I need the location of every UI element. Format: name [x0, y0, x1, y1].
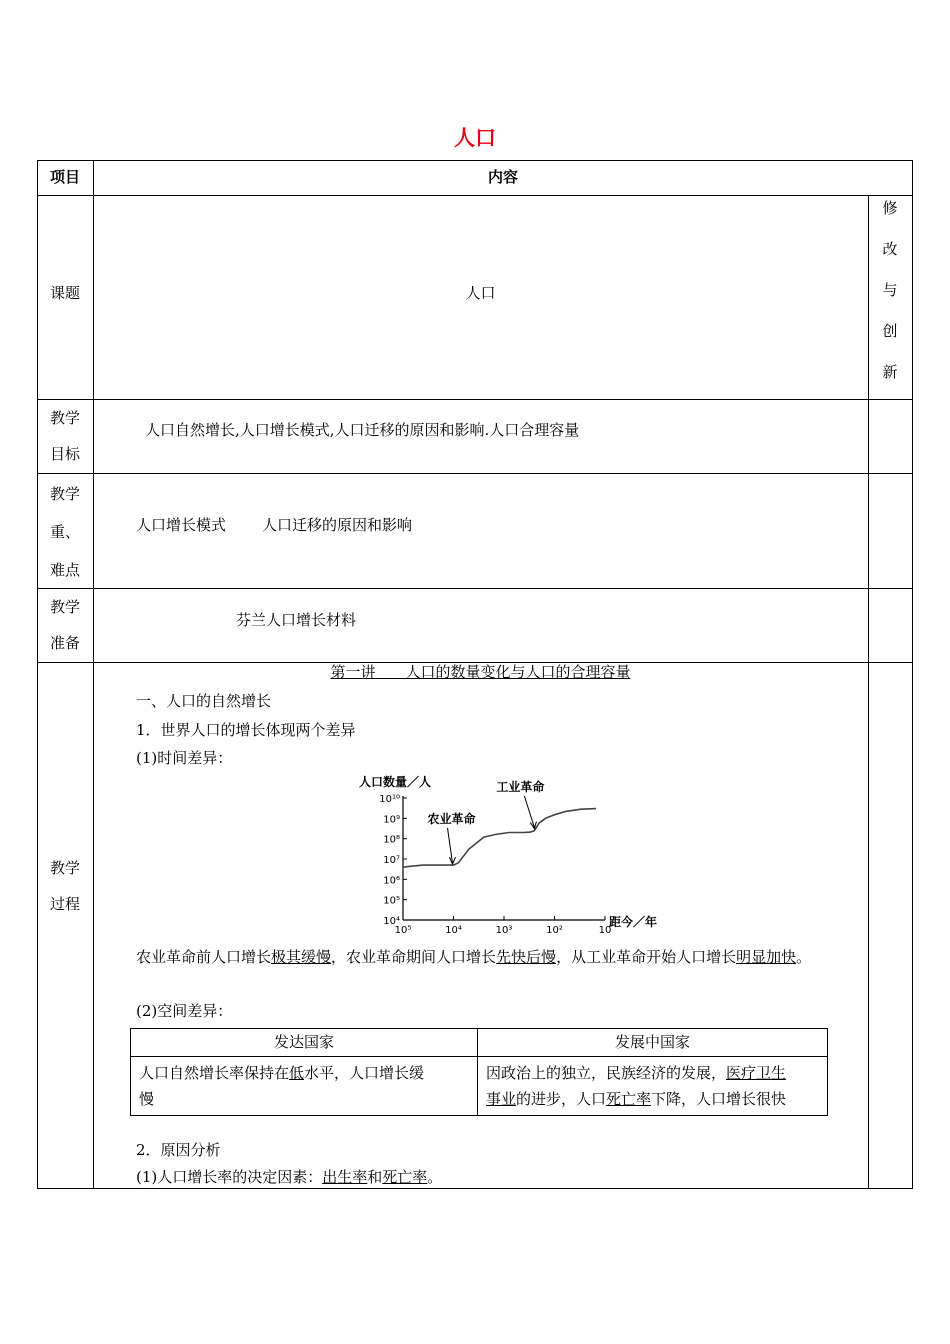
topic-content: 人口	[465, 284, 496, 302]
keypoints-content-b: 人口迁移的原因和影响	[262, 516, 413, 534]
cell-text: 因政治上的独立，民族经济的发展，	[486, 1063, 727, 1082]
y-tick-label: 10⁶	[383, 875, 400, 887]
label-line: 教学	[49, 409, 80, 427]
cell-underline: 医疗卫生	[726, 1063, 787, 1082]
cell-text: 人口自然增长率保持在	[139, 1063, 290, 1082]
y-tick-label: 10⁸	[383, 834, 400, 846]
label-line: 重、	[49, 523, 80, 541]
cell-text: 下降，人口增长很快	[651, 1089, 787, 1108]
label-line: 难点	[49, 561, 80, 579]
x-tick-label: 10⁵	[394, 925, 412, 936]
label-line: 教学	[49, 859, 80, 877]
cell-text: 慢	[139, 1089, 155, 1108]
section-heading: 一、人口的自然增长	[136, 692, 272, 710]
label-line: 教学	[49, 598, 80, 616]
annotation-agricultural: 农业革命	[427, 812, 476, 826]
lesson-heading: 第一讲 人口的数量变化与人口的合理容量	[330, 663, 631, 681]
note-char: 创	[882, 322, 898, 340]
goals-label	[37, 400, 93, 472]
para-underline: 明显加	[736, 948, 782, 966]
note-char: 与	[882, 281, 898, 299]
para-text: ，从工业革命开始人口增长	[556, 948, 737, 966]
time-diff-paragraph	[101, 943, 863, 971]
factors-text: 。	[427, 1168, 443, 1186]
x-tick-label: 10⁴	[445, 925, 462, 936]
cell-text: 的进步，人口	[516, 1089, 607, 1108]
x-tick-label: 10	[598, 925, 612, 936]
label-line: 目标	[49, 445, 80, 463]
header-content: 内容	[487, 168, 518, 186]
item-heading: 1．世界人口的增长体现两个差异	[136, 721, 356, 739]
label-line: 准备	[49, 634, 80, 652]
cell-underline: 死亡率	[606, 1089, 652, 1108]
annotation-arrow	[524, 796, 534, 828]
keypoints-label	[37, 475, 93, 589]
prep-label	[37, 589, 93, 661]
header-item: 项目	[49, 168, 80, 186]
para-underline: 极其缓慢	[271, 948, 332, 966]
note-char: 改	[882, 240, 898, 258]
para-text: ，农业革命期间人口增长	[331, 948, 497, 966]
note-char: 修	[882, 199, 898, 217]
item2-heading: 2．原因分析	[136, 1141, 221, 1159]
page-title: 人口	[454, 126, 496, 150]
factors-text: 和	[367, 1168, 383, 1186]
para-text: 农业革命前人口增长	[136, 948, 272, 966]
y-tick-label: 10⁷	[383, 855, 400, 866]
para-text: 。	[796, 948, 812, 966]
factors-line	[136, 1166, 442, 1189]
para-underline: 先快后慢	[496, 948, 557, 966]
factors-underline: 出生率	[322, 1168, 368, 1186]
cell-underline: 事业	[486, 1089, 517, 1108]
cell-text: 水平，人口增长缓	[304, 1063, 425, 1082]
goals-content: 人口自然增长,人口增长模式,人口迁移的原因和影响.人口合理容量	[145, 421, 580, 439]
cell-underline: 低	[289, 1063, 305, 1082]
col-developing: 发展中国家	[478, 1029, 828, 1057]
y-tick-label: 10⁵	[383, 895, 400, 907]
population-growth-chart	[355, 770, 658, 936]
time-diff-label: (1)时间差异：	[136, 749, 233, 767]
annotation-industrial: 工业革命	[496, 780, 545, 794]
process-label	[37, 850, 93, 922]
para-underline: 快	[781, 948, 797, 966]
col-developed: 发达国家	[131, 1029, 478, 1057]
developed-cell	[131, 1056, 478, 1116]
revision-note	[868, 188, 912, 393]
y-axis-label: 人口数量／人	[359, 775, 432, 789]
topic-label: 课题	[49, 284, 80, 302]
factors-underline: 死亡率	[382, 1168, 428, 1186]
factors-text: (1)人口增长率的决定因素：	[136, 1168, 323, 1186]
comparison-table	[130, 1028, 828, 1116]
space-diff-label: (2)空间差异：	[136, 1002, 233, 1020]
y-tick-label: 10⁴	[383, 916, 400, 927]
x-axis-label: 距今／年	[609, 915, 658, 929]
developing-cell	[478, 1056, 828, 1116]
x-tick-label: 10²	[546, 925, 563, 936]
prep-content: 芬兰人口增长材料	[236, 611, 357, 629]
label-line: 教学	[49, 485, 80, 503]
x-tick-label: 10³	[495, 925, 513, 936]
note-char: 新	[882, 363, 898, 381]
y-tick-label: 10¹⁰	[379, 794, 400, 805]
y-tick-label: 10⁹	[383, 814, 400, 826]
lesson-plan-table	[37, 160, 913, 1189]
keypoints-content-a: 人口增长模式	[136, 516, 227, 534]
label-line: 过程	[49, 895, 80, 913]
